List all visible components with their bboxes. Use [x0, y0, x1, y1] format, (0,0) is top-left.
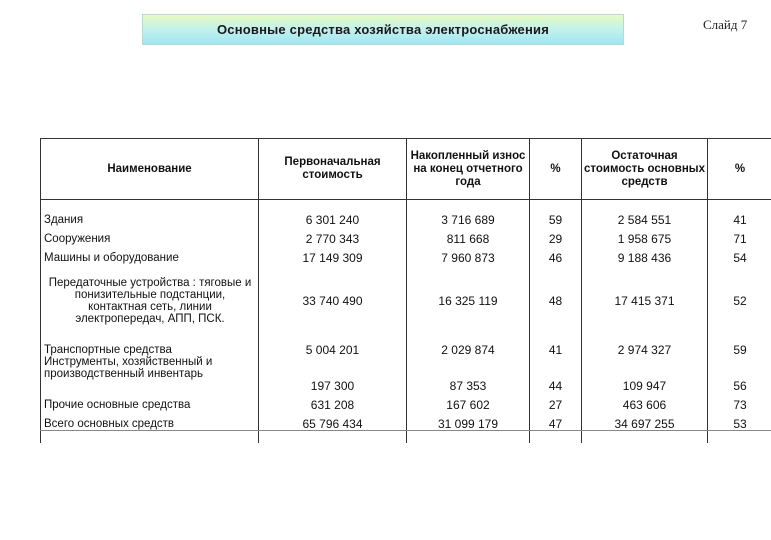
cell-residual-cost: 17 415 371 — [582, 264, 708, 337]
cell-residual-cost: 2 584 551 — [582, 207, 708, 226]
table-row — [41, 392, 771, 411]
cell-accumulated-wear: 167 602 — [407, 392, 530, 411]
slide-number: Слайд 7 — [703, 17, 748, 32]
fixed-assets-table — [40, 138, 771, 443]
cell-residual-percent: 73 — [708, 392, 771, 411]
cell-name: Инструменты, хозяйственный и производственный инвентарь — [41, 356, 259, 392]
cell-initial-cost: 33 740 490 — [259, 264, 407, 337]
cell-initial-cost: 2 770 343 — [259, 226, 407, 245]
cell-residual-cost: 9 188 436 — [582, 245, 708, 264]
table-total-row — [41, 411, 771, 431]
cell-name: Прочие основные средства — [41, 392, 259, 411]
cell-initial-cost: 631 208 — [259, 392, 407, 411]
table-row — [41, 226, 771, 245]
cell-residual-cost: 463 606 — [582, 392, 708, 411]
table-tail-row — [41, 431, 771, 444]
cell-initial-cost: 17 149 309 — [259, 245, 407, 264]
cell-residual-cost: 2 974 327 — [582, 337, 708, 356]
cell-residual-percent: 53 — [708, 411, 771, 431]
slide-title: Основные средства хозяйства электроснабжения — [216, 22, 550, 37]
cell-name: Передаточные устройства : тяговые и понизительные подстанции, контактная сеть, линии электропередач, АПП, ПСК. — [41, 264, 259, 337]
cell-accumulated-wear: 16 325 119 — [407, 264, 530, 337]
table-row — [41, 245, 771, 264]
slide-title-banner — [142, 14, 624, 45]
cell-accumulated-wear: 3 716 689 — [407, 207, 530, 226]
cell-residual-cost: 109 947 — [582, 356, 708, 392]
cell-wear-percent: 48 — [530, 264, 582, 337]
header-wear-percent: % — [530, 139, 582, 200]
table-header-row — [41, 139, 771, 200]
cell-name: Здания — [41, 207, 259, 226]
cell-accumulated-wear: 2 029 874 — [407, 337, 530, 356]
table-row — [41, 207, 771, 226]
cell-accumulated-wear: 31 099 179 — [407, 411, 530, 431]
cell-residual-percent: 59 — [708, 337, 771, 356]
cell-accumulated-wear: 7 960 873 — [407, 245, 530, 264]
header-residual-cost: Остаточная стоимость основных средств — [582, 139, 708, 200]
cell-wear-percent: 29 — [530, 226, 582, 245]
cell-wear-percent: 41 — [530, 337, 582, 356]
cell-initial-cost: 65 796 434 — [259, 411, 407, 431]
cell-wear-percent: 47 — [530, 411, 582, 431]
cell-initial-cost: 6 301 240 — [259, 207, 407, 226]
cell-residual-percent: 56 — [708, 356, 771, 392]
cell-wear-percent: 46 — [530, 245, 582, 264]
header-name: Наименование — [41, 139, 259, 200]
cell-initial-cost: 5 004 201 — [259, 337, 407, 356]
cell-wear-percent: 59 — [530, 207, 582, 226]
cell-accumulated-wear: 811 668 — [407, 226, 530, 245]
cell-wear-percent: 44 — [530, 356, 582, 392]
cell-residual-percent: 71 — [708, 226, 771, 245]
cell-initial-cost: 197 300 — [259, 356, 407, 392]
cell-residual-percent: 52 — [708, 264, 771, 337]
table-row — [41, 356, 771, 392]
cell-residual-cost: 34 697 255 — [582, 411, 708, 431]
cell-residual-percent: 41 — [708, 207, 771, 226]
header-accumulated-wear: Накопленный износ на конец отчетного года — [407, 139, 530, 200]
cell-accumulated-wear: 87 353 — [407, 356, 530, 392]
cell-name: Машины и оборудование — [41, 245, 259, 264]
cell-residual-cost: 1 958 675 — [582, 226, 708, 245]
cell-residual-percent: 54 — [708, 245, 771, 264]
table-row — [41, 264, 771, 337]
cell-name: Сооружения — [41, 226, 259, 245]
table-spacer-row — [41, 200, 771, 208]
fixed-assets-table-container — [40, 138, 771, 443]
header-residual-percent: % — [708, 139, 771, 200]
cell-wear-percent: 27 — [530, 392, 582, 411]
table-row — [41, 337, 771, 356]
cell-name: Транспортные средства — [41, 337, 259, 356]
cell-name: Всего основных средств — [41, 411, 259, 431]
header-initial-cost: Первоначальная стоимость — [259, 139, 407, 200]
